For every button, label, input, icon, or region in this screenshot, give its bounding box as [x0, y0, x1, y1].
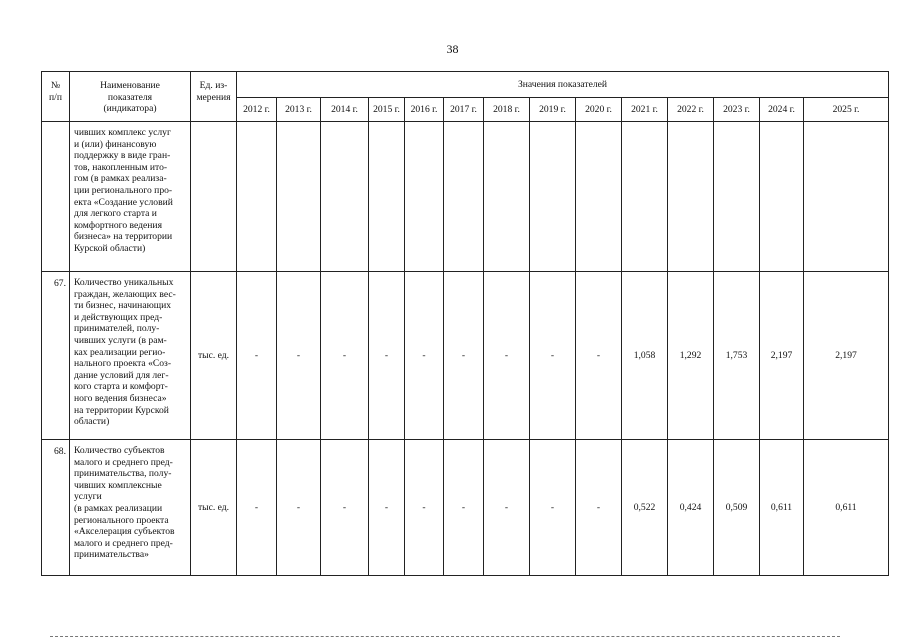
indicator-name-line: ции регионального про- — [74, 184, 173, 196]
header-year: 2020 г. — [576, 98, 622, 122]
indicator-name-line: кого старта и комфорт- — [74, 381, 168, 393]
value-cell — [804, 122, 889, 272]
header-year: 2017 г. — [444, 98, 484, 122]
header-year: 2025 г. — [804, 98, 889, 122]
row-number: 67. — [42, 272, 70, 440]
indicator-name — [70, 440, 191, 576]
header-year: 2021 г. — [622, 98, 668, 122]
value-cell: 2,197 — [804, 272, 889, 440]
value-cell: - — [576, 272, 622, 440]
header-year: 2023 г. — [714, 98, 760, 122]
unit-cell — [191, 122, 237, 272]
indicator-name-line: принимателей, полу- — [74, 323, 160, 335]
value-cell: - — [444, 272, 484, 440]
indicator-name-line: «Акселерация субъектов — [74, 526, 175, 538]
indicator-name-line: тов, накопленным ито- — [74, 161, 168, 173]
row-number — [42, 122, 70, 272]
unit-cell: тыс. ед. — [191, 440, 237, 576]
value-cell: - — [321, 440, 369, 576]
table-row — [42, 272, 889, 440]
value-cell — [405, 122, 444, 272]
value-cell: - — [576, 440, 622, 576]
indicator-name-line: бизнеса» на территории — [74, 231, 173, 243]
value-cell — [444, 122, 484, 272]
value-cell — [277, 122, 321, 272]
indicator-name-line: регионального проекта — [74, 514, 169, 526]
indicator-name-line: ти бизнес, начинающих — [74, 300, 172, 312]
indicator-name-line: (в рамках реализации — [74, 502, 163, 514]
value-cell: - — [484, 272, 530, 440]
value-cell: 0,424 — [668, 440, 714, 576]
header-year: 2018 г. — [484, 98, 530, 122]
header-name — [70, 72, 191, 122]
indicator-name-line: для легкого старта и — [74, 208, 157, 220]
header-year: 2016 г. — [405, 98, 444, 122]
table-body — [42, 122, 889, 576]
value-cell: - — [369, 272, 405, 440]
value-cell: - — [237, 440, 277, 576]
indicator-name-line: чивших комплекс услуг — [74, 127, 171, 138]
indicator-name-line: дание условий для лег- — [74, 369, 169, 381]
bottom-rule — [50, 636, 840, 638]
value-cell: 0,611 — [760, 440, 804, 576]
value-cell — [321, 122, 369, 272]
header-year: 2015 г. — [369, 98, 405, 122]
header-year: 2022 г. — [668, 98, 714, 122]
indicator-name-line: ного ведения бизнеса» — [74, 392, 167, 404]
header-unit — [191, 72, 237, 122]
indicator-name-line: нального проекта «Соз- — [74, 358, 172, 370]
value-cell — [484, 122, 530, 272]
header-unit-text: Ед. из-мерения — [196, 80, 231, 103]
value-cell — [369, 122, 405, 272]
value-cell: - — [405, 440, 444, 576]
value-cell: 0,509 — [714, 440, 760, 576]
value-cell: - — [484, 440, 530, 576]
indicator-name-line: граждан, желающих вес- — [74, 288, 176, 300]
value-cell: - — [369, 440, 405, 576]
indicator-name-line: области) — [74, 416, 110, 428]
value-cell: - — [405, 272, 444, 440]
header-year: 2012 г. — [237, 98, 277, 122]
indicator-name-line: комфортного ведения — [74, 219, 162, 231]
indicator-name-line: принимательства, полу- — [74, 468, 172, 480]
value-cell: 1,753 — [714, 272, 760, 440]
header-num-text: № п/п — [49, 80, 62, 103]
indicator-name — [70, 122, 191, 272]
indicator-name-line: услуги — [74, 491, 102, 503]
header-name-text: Наименование показателя (индикатора) — [100, 80, 160, 115]
indicator-name-line: на территории Курской — [74, 404, 169, 416]
value-cell — [530, 122, 576, 272]
indicator-name-line: чивших комплексные — [74, 479, 162, 491]
value-cell: 1,058 — [622, 272, 668, 440]
table-row — [42, 122, 889, 272]
value-cell: - — [237, 272, 277, 440]
header-year: 2019 г. — [530, 98, 576, 122]
indicator-name-line: чивших услуги (в рам- — [74, 334, 167, 346]
value-cell: - — [277, 272, 321, 440]
value-cell: 0,611 — [804, 440, 889, 576]
header-year: 2014 г. — [321, 98, 369, 122]
indicators-table — [41, 71, 889, 576]
indicator-name — [70, 272, 191, 440]
indicator-name-line: и (или) финансовую — [74, 138, 157, 150]
indicator-name-line: екта «Создание условий — [74, 196, 173, 208]
value-cell: - — [530, 272, 576, 440]
table-row — [42, 440, 889, 576]
unit-cell: тыс. ед. — [191, 272, 237, 440]
value-cell — [622, 122, 668, 272]
header-year: 2013 г. — [277, 98, 321, 122]
value-cell — [237, 122, 277, 272]
indicator-name-line: Курской области) — [74, 242, 146, 254]
indicator-name-line: Количество уникальных — [74, 277, 174, 288]
indicator-name-line: Количество субъектов — [74, 445, 165, 456]
row-number: 68. — [42, 440, 70, 576]
header-year: 2024 г. — [760, 98, 804, 122]
value-cell — [576, 122, 622, 272]
header-num — [42, 72, 70, 122]
value-cell: - — [321, 272, 369, 440]
value-cell: - — [277, 440, 321, 576]
indicator-name-line: поддержку в виде гран- — [74, 150, 171, 162]
indicator-name-line: принимательства» — [74, 549, 149, 561]
value-cell: - — [444, 440, 484, 576]
value-cell: - — [530, 440, 576, 576]
value-cell — [714, 122, 760, 272]
indicator-name-line: гом (в рамках реализа- — [74, 173, 167, 185]
value-cell — [760, 122, 804, 272]
indicator-name-line: ках реализации регио- — [74, 346, 166, 358]
value-cell: 2,197 — [760, 272, 804, 440]
header-values-group: Значения показателей — [237, 72, 889, 98]
page-number: 38 — [446, 42, 459, 56]
indicator-name-line: малого и среднего пред- — [74, 456, 173, 468]
value-cell — [668, 122, 714, 272]
value-cell: 1,292 — [668, 272, 714, 440]
value-cell: 0,522 — [622, 440, 668, 576]
indicator-name-line: и действующих пред- — [74, 311, 163, 323]
indicator-name-line: малого и среднего пред- — [74, 537, 173, 549]
